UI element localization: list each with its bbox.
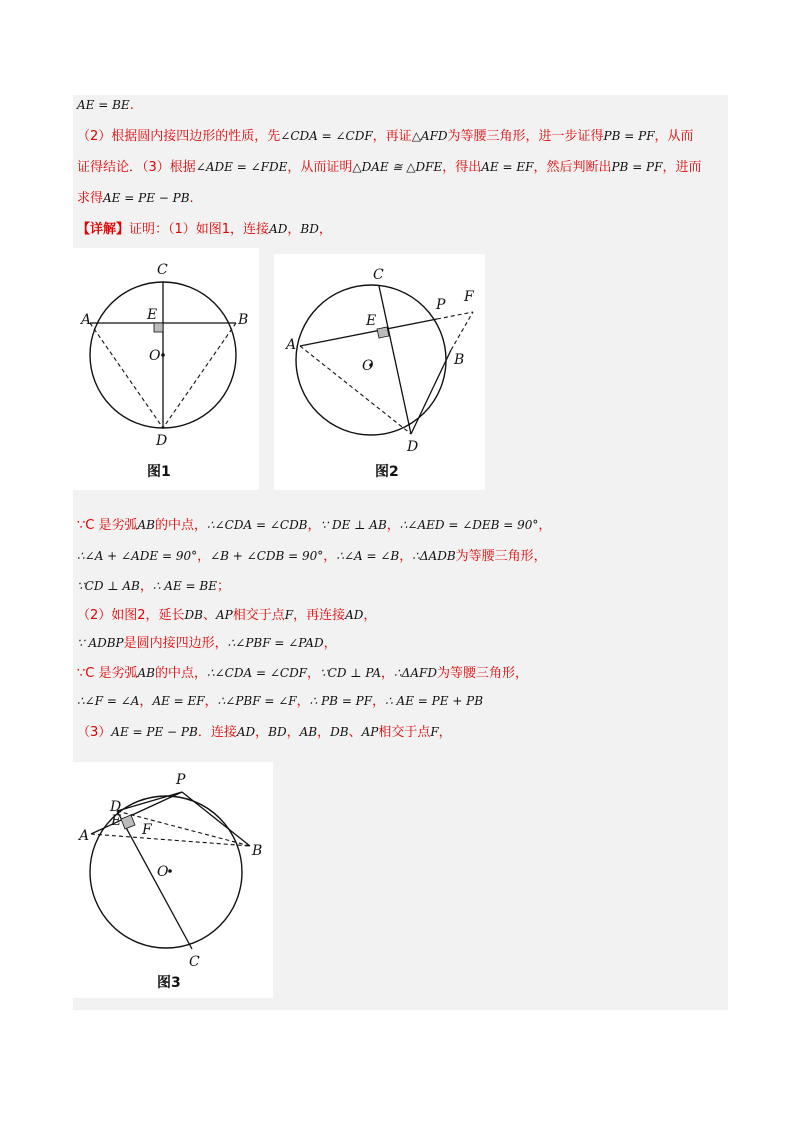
figure-1 [73,248,259,490]
fig3-label-c: C [189,954,200,970]
fig3-label-b: B [252,843,263,859]
text-line-2: （2）根据圆内接四边形的性质，先∠CDA = ∠CDF，再证△AFD为等腰三角形，进一步证得PB = PF，从而 [77,129,694,144]
fig1-label-a: A [81,312,92,328]
text-line-1: AE = BE. [77,98,134,113]
fig2-label-a: A [286,337,297,353]
figure-3 [73,762,273,998]
fig3-label-p: P [176,772,186,788]
solution-line-4: （2）如图2，延长DB、AP相交于点F，再连接AD， [77,608,377,623]
text-line-5: 【详解】证明：（1）如图1，连接AD，BD， [77,222,332,237]
fig1-right-angle [154,323,163,332]
math-ae-be: AE = BE [77,98,130,112]
fig1-label-b: B [238,312,249,328]
fig3-caption: 图3 [157,975,181,991]
solution-line-8: （3）AE = PE − PB．连接AD，BD，AB，DB、AP相交于点F， [77,725,452,740]
fig2-label-e: E [366,313,377,329]
fig2-label-c: C [373,267,384,283]
text-line-3: 证得结论．（3）根据∠ADE = ∠FDE，从而证明△DAE ≅ △DFE，得出AE = EF，然后判断出PB = PF，进而 [77,160,702,175]
fig3-label-d: D [110,799,122,815]
fig3-label-o: O [157,864,169,880]
fig2-label-f: F [464,289,474,305]
fig3-label-f: F [142,822,152,838]
fig1-label-d: D [156,433,168,449]
text-line-4: 求得AE = PE − PB. [77,191,194,206]
fig2-label-b: B [454,352,465,368]
fig1-label-o: O [149,348,161,364]
solution-line-7: ∴∠F = ∠A，AE = EF，∴∠PBF = ∠F，∴ PB = PF，∴ AE = PE + PB [77,694,484,709]
fig3-right-angle [121,815,135,829]
solution-line-1: ∵C 是劣弧AB的中点，∴∠CDA = ∠CDB，∵ DE ⊥ AB，∴∠AED = ∠DEB = 90°， [77,518,552,533]
solution-line-6: ∵C 是劣弧AB的中点，∴∠CDA = ∠CDF，∵CD ⊥ PA，∴ΔAFD为等腰三角形， [77,666,528,681]
solution-line-2: ∴∠A + ∠ADE = 90°，∠B + ∠CDB = 90°，∴∠A = ∠B，∴ΔADB为等腰三角形， [77,549,547,564]
fig1-label-c: C [157,262,168,278]
detail-tag: 【详解】 [77,222,130,237]
solution-line-5: ∵ ADBP是圆内接四边形，∴∠PBF = ∠PAD， [77,636,337,651]
figure-2 [274,254,485,490]
fig2-label-d: D [407,439,419,455]
fig2-caption: 图2 [375,464,399,480]
fig3-label-e: E [111,813,122,829]
solution-line-3: ∵CD ⊥ AB，∴ AE = BE； [77,579,231,594]
fig2-right-angle [377,327,389,338]
fig1-label-e: E [147,307,158,323]
fig1-caption: 图1 [147,464,171,480]
fig2-label-p: P [436,297,446,313]
fig3-label-a: A [79,828,90,844]
fig2-label-o: O [362,358,374,374]
